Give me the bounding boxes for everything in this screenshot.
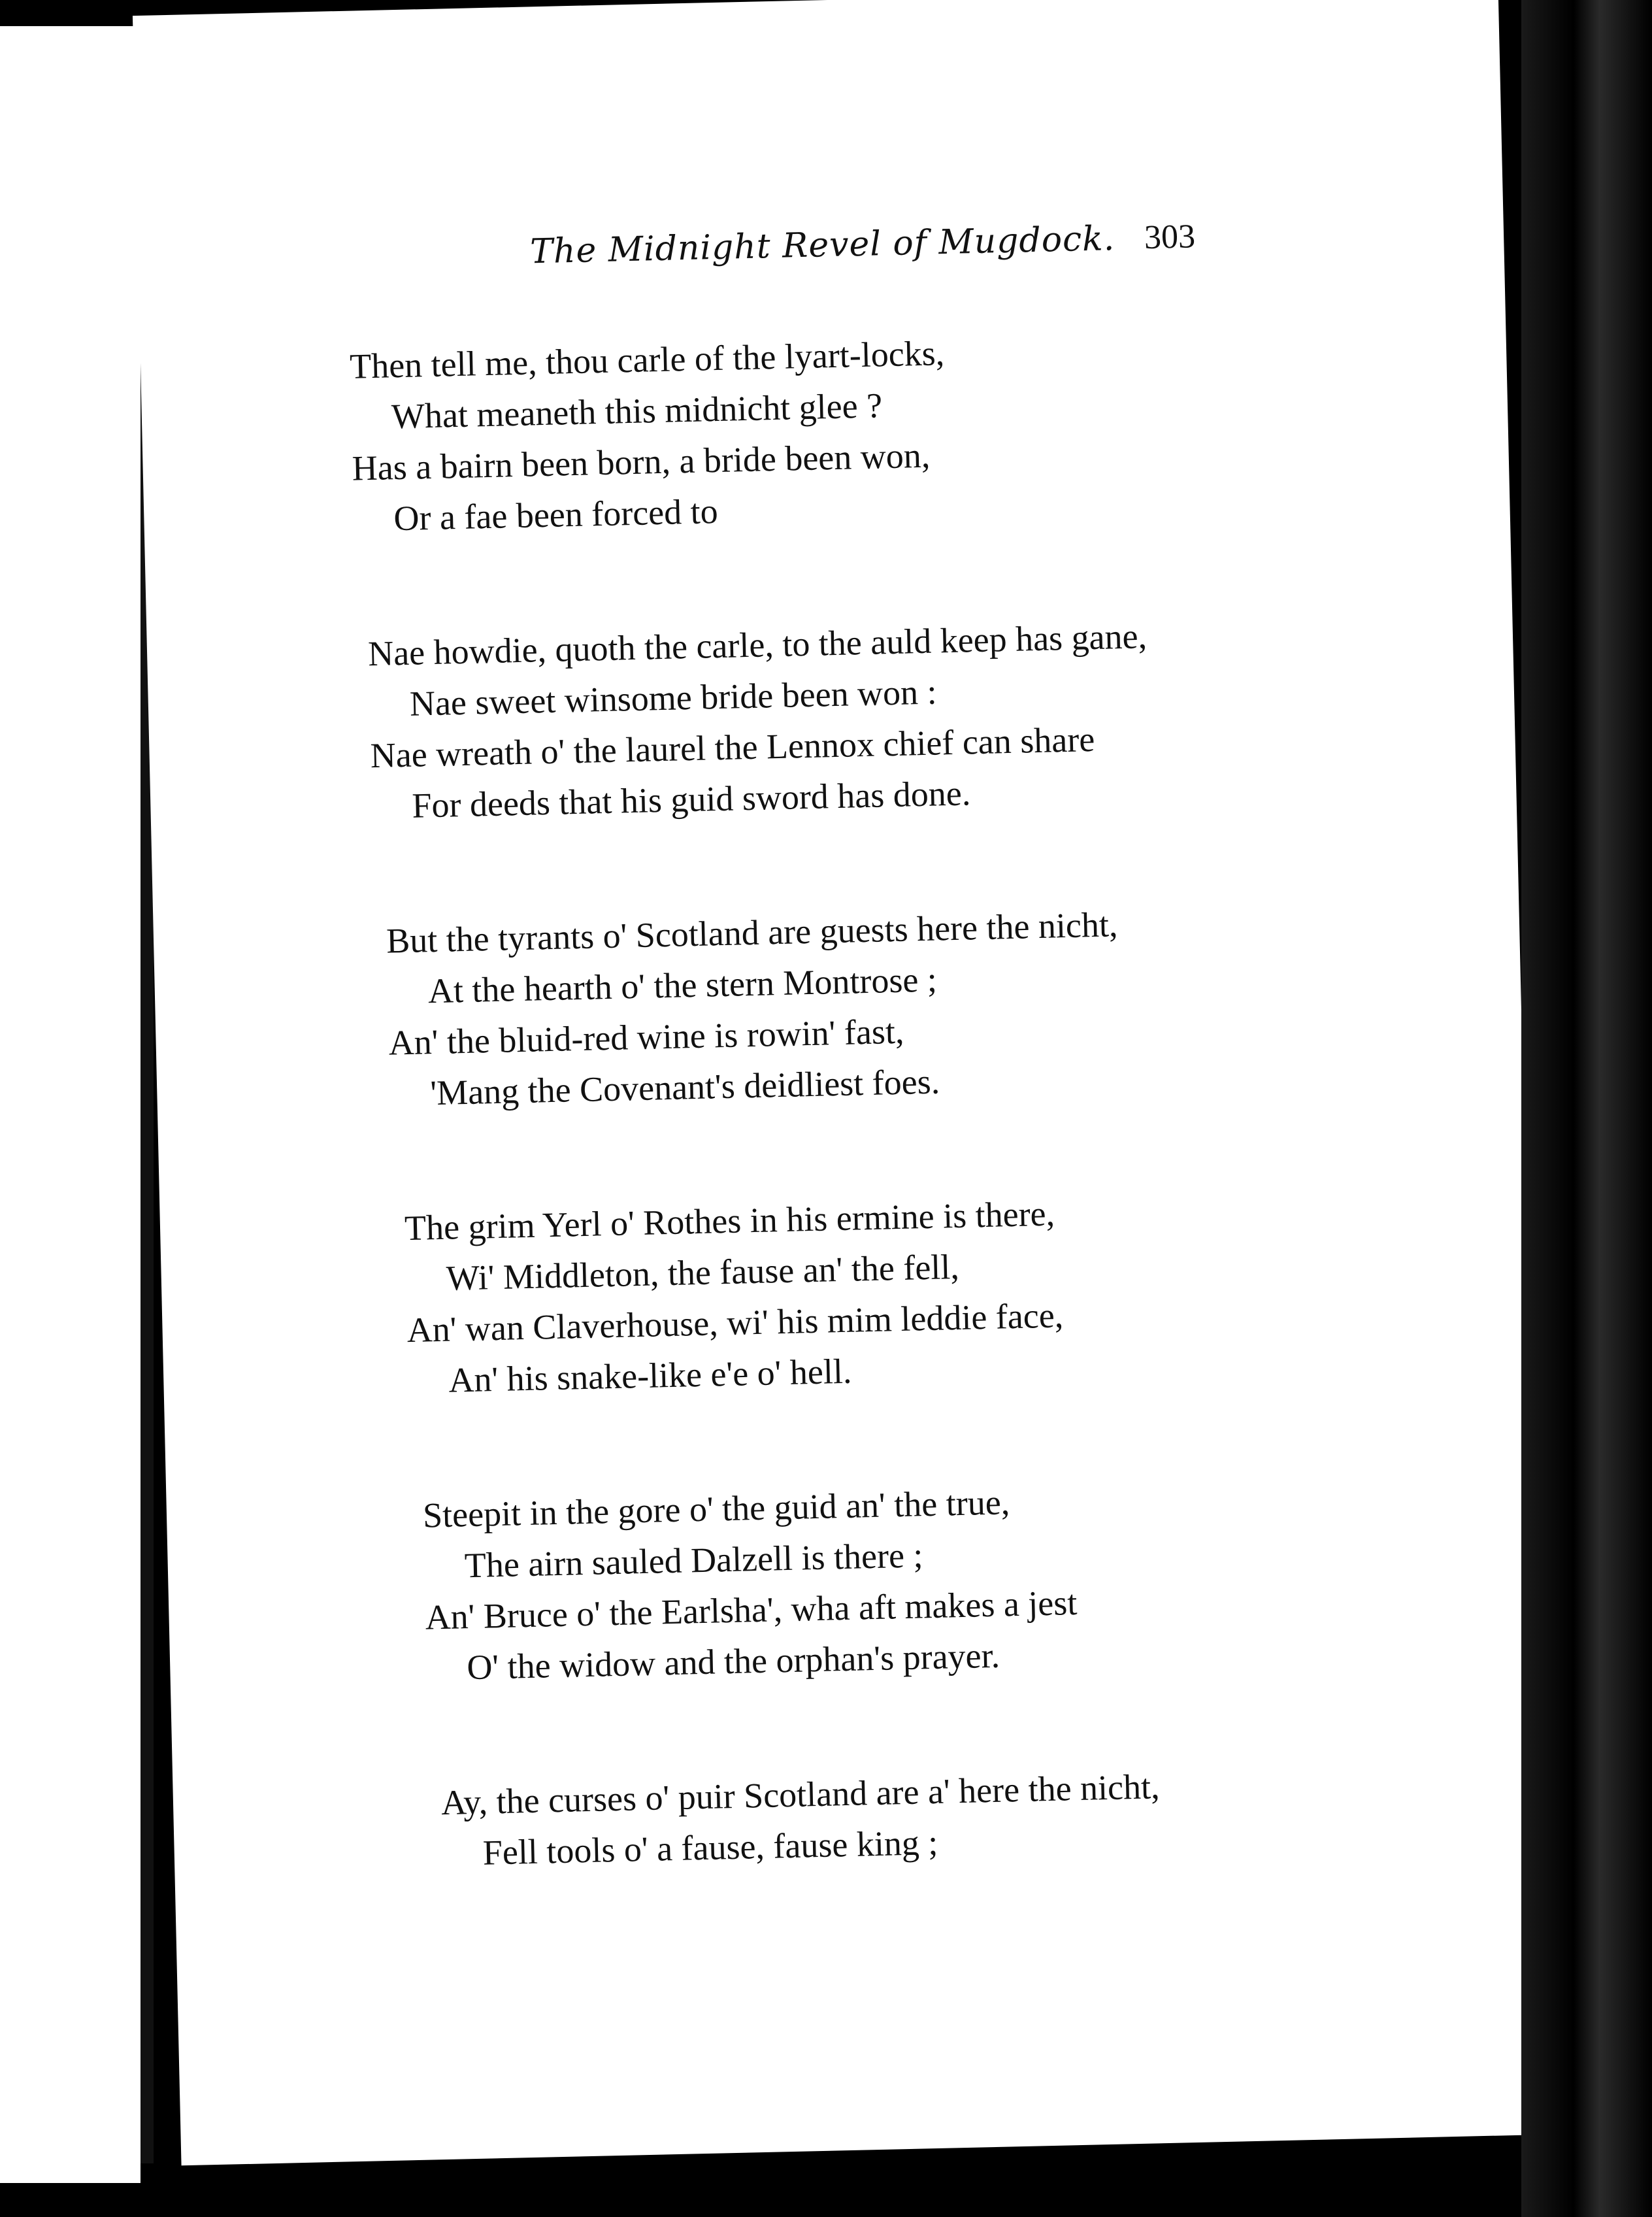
verse-line: Or a fae been forced to [393, 492, 719, 539]
verse-line: At the hearth o' the stern Montrose ; [427, 959, 938, 1011]
verse-line: Then tell me, thou carle of the lyart-locks, [349, 333, 945, 386]
verse-line: The airn sauled Dalzell is there ; [464, 1535, 924, 1586]
stanza [362, 891, 1478, 1120]
verse-line: 'Mang the Covenant's deidliest foes. [429, 1061, 940, 1113]
verse-line: What meaneth this midnicht glee ? [391, 386, 883, 437]
poem-text [349, 316, 1496, 1964]
verse-line: An' the bluid-red wine is rowin' fast, [388, 1011, 904, 1063]
verse-line: Nae sweet winsome bride been won : [409, 672, 938, 724]
verse-line: An' wan Claverhouse, wi' his mim leddie face, [406, 1295, 1064, 1350]
verse-line: Ay, the curses o' puir Scotland are a' here the nicht, [440, 1767, 1161, 1823]
verse-line: Nae howdie, quoth the carle, to the auld keep has gane, [367, 616, 1148, 674]
stanza [375, 1466, 1491, 1695]
page-number: 303 [1144, 218, 1196, 257]
verse-line: Fell tools o' a fause, fause king ; [482, 1822, 938, 1873]
verse-line: The grim Yerl o' Rothes in his ermine is there, [404, 1193, 1055, 1248]
stanza [382, 1754, 1495, 1881]
verse-line: An' his snake-like e'e o' hell. [448, 1351, 852, 1400]
verse-line: An' Bruce o' the Earlsha', wha aft makes a jest [424, 1582, 1078, 1637]
verse-line: Has a bairn been born, a bride been won, [352, 435, 931, 488]
verse-line: Nae wreath o' the laurel the Lennox chief can share [370, 720, 1095, 776]
verse-line: But the tyrants o' Scotland are guests here the nicht, [386, 905, 1119, 961]
verse-line: For deeds that his guid sword has done. [411, 773, 971, 825]
stanza [369, 1178, 1484, 1407]
running-head: The Midnight Revel of Mugdock. [529, 219, 1115, 272]
stanza [355, 603, 1471, 832]
facing-page-edge [0, 26, 140, 2183]
book-fore-edge [1521, 0, 1652, 2217]
book-page [133, 0, 1547, 2165]
verse-line: O' the widow and the orphan's prayer. [466, 1635, 1000, 1688]
stanza [349, 316, 1464, 544]
verse-line: Steepit in the gore o' the guid an' the true, [422, 1482, 1010, 1535]
verse-line: Wi' Middleton, the fause an' the fell, [446, 1246, 960, 1298]
